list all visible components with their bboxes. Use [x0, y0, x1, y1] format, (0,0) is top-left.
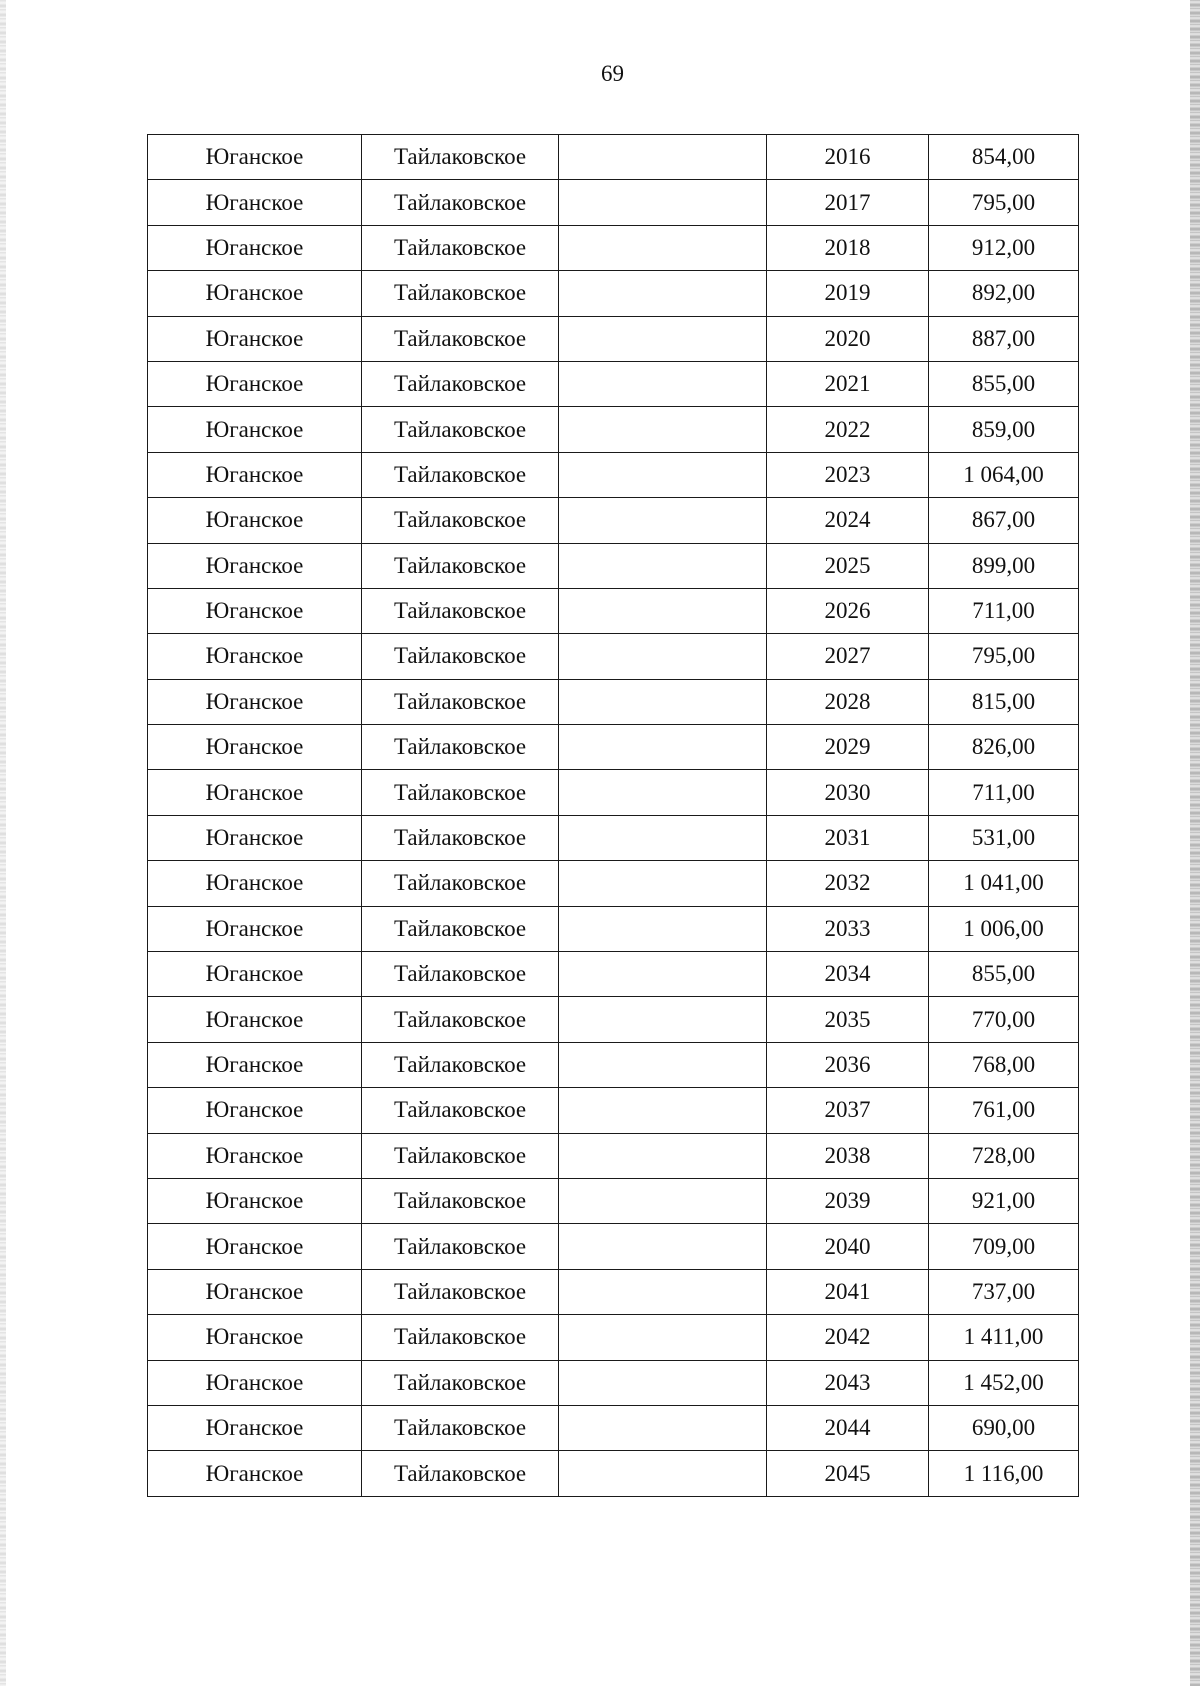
- table-row: [148, 997, 1079, 1042]
- table-row: [148, 1133, 1079, 1178]
- cell-year: 2030: [767, 770, 929, 815]
- table-row: [148, 1269, 1079, 1314]
- table-row: [148, 361, 1079, 406]
- table-row: [148, 1451, 1079, 1496]
- cell-year: 2040: [767, 1224, 929, 1269]
- cell-value: 855,00: [929, 952, 1079, 997]
- cell-area: Тайлаковское: [362, 407, 559, 452]
- table-row: [148, 1042, 1079, 1087]
- table-row: [148, 1178, 1079, 1223]
- cell-year: 2031: [767, 815, 929, 860]
- cell-year: 2026: [767, 588, 929, 633]
- cell-value: 711,00: [929, 770, 1079, 815]
- table-row: [148, 316, 1079, 361]
- table-row: [148, 1088, 1079, 1133]
- cell-year: 2024: [767, 498, 929, 543]
- cell-deposit: Юганское: [148, 361, 362, 406]
- cell-deposit: Юганское: [148, 1315, 362, 1360]
- table-row: [148, 407, 1079, 452]
- cell-year: 2035: [767, 997, 929, 1042]
- cell-value: 737,00: [929, 1269, 1079, 1314]
- cell-note: [559, 1224, 767, 1269]
- cell-area: Тайлаковское: [362, 1224, 559, 1269]
- table-row: [148, 1405, 1079, 1450]
- cell-deposit: Юганское: [148, 1088, 362, 1133]
- cell-area: Тайлаковское: [362, 135, 559, 180]
- cell-value: 795,00: [929, 180, 1079, 225]
- cell-note: [559, 679, 767, 724]
- cell-area: Тайлаковское: [362, 861, 559, 906]
- cell-area: Тайлаковское: [362, 997, 559, 1042]
- cell-area: Тайлаковское: [362, 498, 559, 543]
- cell-year: 2016: [767, 135, 929, 180]
- cell-area: Тайлаковское: [362, 1269, 559, 1314]
- cell-area: Тайлаковское: [362, 952, 559, 997]
- cell-value: 728,00: [929, 1133, 1079, 1178]
- cell-year: 2038: [767, 1133, 929, 1178]
- table-row: [148, 588, 1079, 633]
- cell-area: Тайлаковское: [362, 679, 559, 724]
- cell-value: 1 006,00: [929, 906, 1079, 951]
- cell-deposit: Юганское: [148, 1178, 362, 1223]
- cell-note: [559, 906, 767, 951]
- table-row: [148, 952, 1079, 997]
- cell-deposit: Юганское: [148, 634, 362, 679]
- cell-value: 899,00: [929, 543, 1079, 588]
- cell-area: Тайлаковское: [362, 271, 559, 316]
- cell-area: Тайлаковское: [362, 906, 559, 951]
- cell-note: [559, 1451, 767, 1496]
- cell-area: Тайлаковское: [362, 361, 559, 406]
- cell-deposit: Юганское: [148, 271, 362, 316]
- cell-year: 2037: [767, 1088, 929, 1133]
- cell-value: 1 116,00: [929, 1451, 1079, 1496]
- cell-deposit: Юганское: [148, 770, 362, 815]
- table-row: [148, 679, 1079, 724]
- cell-area: Тайлаковское: [362, 180, 559, 225]
- cell-deposit: Юганское: [148, 180, 362, 225]
- cell-value: 1 411,00: [929, 1315, 1079, 1360]
- cell-note: [559, 1133, 767, 1178]
- cell-note: [559, 498, 767, 543]
- cell-year: 2034: [767, 952, 929, 997]
- cell-year: 2027: [767, 634, 929, 679]
- cell-deposit: Юганское: [148, 815, 362, 860]
- cell-area: Тайлаковское: [362, 588, 559, 633]
- cell-year: 2033: [767, 906, 929, 951]
- cell-value: 892,00: [929, 271, 1079, 316]
- cell-note: [559, 1042, 767, 1087]
- data-table: [147, 134, 1079, 1497]
- cell-note: [559, 452, 767, 497]
- cell-year: 2025: [767, 543, 929, 588]
- cell-note: [559, 997, 767, 1042]
- cell-deposit: Юганское: [148, 952, 362, 997]
- table-row: [148, 906, 1079, 951]
- cell-value: 795,00: [929, 634, 1079, 679]
- table-row: [148, 452, 1079, 497]
- cell-year: 2029: [767, 725, 929, 770]
- cell-note: [559, 725, 767, 770]
- cell-note: [559, 225, 767, 270]
- cell-year: 2032: [767, 861, 929, 906]
- cell-note: [559, 815, 767, 860]
- table-row: [148, 498, 1079, 543]
- cell-note: [559, 316, 767, 361]
- cell-deposit: Юганское: [148, 1360, 362, 1405]
- cell-value: 711,00: [929, 588, 1079, 633]
- cell-area: Тайлаковское: [362, 725, 559, 770]
- table-row: [148, 1360, 1079, 1405]
- table-row: [148, 770, 1079, 815]
- cell-value: 768,00: [929, 1042, 1079, 1087]
- table-row: [148, 725, 1079, 770]
- cell-year: 2019: [767, 271, 929, 316]
- cell-year: 2018: [767, 225, 929, 270]
- cell-deposit: Юганское: [148, 1451, 362, 1496]
- cell-area: Тайлаковское: [362, 1405, 559, 1450]
- cell-area: Тайлаковское: [362, 452, 559, 497]
- cell-year: 2020: [767, 316, 929, 361]
- cell-deposit: Юганское: [148, 543, 362, 588]
- cell-deposit: Юганское: [148, 997, 362, 1042]
- cell-note: [559, 588, 767, 633]
- cell-note: [559, 861, 767, 906]
- cell-year: 2021: [767, 361, 929, 406]
- cell-area: Тайлаковское: [362, 225, 559, 270]
- cell-value: 921,00: [929, 1178, 1079, 1223]
- cell-year: 2017: [767, 180, 929, 225]
- cell-year: 2039: [767, 1178, 929, 1223]
- cell-area: Тайлаковское: [362, 1315, 559, 1360]
- cell-value: 1 452,00: [929, 1360, 1079, 1405]
- cell-deposit: Юганское: [148, 679, 362, 724]
- cell-area: Тайлаковское: [362, 634, 559, 679]
- cell-note: [559, 634, 767, 679]
- cell-deposit: Юганское: [148, 135, 362, 180]
- cell-value: 1 064,00: [929, 452, 1079, 497]
- cell-deposit: Юганское: [148, 1224, 362, 1269]
- cell-note: [559, 770, 767, 815]
- table-row: [148, 1315, 1079, 1360]
- cell-year: 2043: [767, 1360, 929, 1405]
- cell-value: 826,00: [929, 725, 1079, 770]
- cell-value: 815,00: [929, 679, 1079, 724]
- cell-area: Тайлаковское: [362, 770, 559, 815]
- cell-deposit: Юганское: [148, 1042, 362, 1087]
- cell-area: Тайлаковское: [362, 1042, 559, 1087]
- cell-year: 2023: [767, 452, 929, 497]
- cell-value: 761,00: [929, 1088, 1079, 1133]
- cell-note: [559, 1178, 767, 1223]
- cell-note: [559, 1405, 767, 1450]
- table-row: [148, 634, 1079, 679]
- cell-deposit: Юганское: [148, 1269, 362, 1314]
- cell-value: 1 041,00: [929, 861, 1079, 906]
- cell-deposit: Юганское: [148, 588, 362, 633]
- table-row: [148, 543, 1079, 588]
- cell-deposit: Юганское: [148, 225, 362, 270]
- cell-note: [559, 361, 767, 406]
- cell-note: [559, 1360, 767, 1405]
- cell-note: [559, 180, 767, 225]
- scan-edge-right: [1190, 0, 1200, 1686]
- cell-area: Тайлаковское: [362, 815, 559, 860]
- cell-deposit: Юганское: [148, 498, 362, 543]
- cell-area: Тайлаковское: [362, 316, 559, 361]
- cell-deposit: Юганское: [148, 452, 362, 497]
- cell-value: 854,00: [929, 135, 1079, 180]
- cell-value: 859,00: [929, 407, 1079, 452]
- cell-deposit: Юганское: [148, 906, 362, 951]
- cell-note: [559, 135, 767, 180]
- cell-value: 855,00: [929, 361, 1079, 406]
- table-row: [148, 180, 1079, 225]
- cell-deposit: Юганское: [148, 407, 362, 452]
- cell-note: [559, 543, 767, 588]
- cell-year: 2042: [767, 1315, 929, 1360]
- table-row: [148, 135, 1079, 180]
- cell-value: 912,00: [929, 225, 1079, 270]
- cell-year: 2044: [767, 1405, 929, 1450]
- cell-note: [559, 952, 767, 997]
- cell-note: [559, 1315, 767, 1360]
- cell-note: [559, 1088, 767, 1133]
- scan-edge-left: [0, 0, 6, 1686]
- cell-note: [559, 407, 767, 452]
- cell-year: 2045: [767, 1451, 929, 1496]
- cell-note: [559, 1269, 767, 1314]
- cell-value: 887,00: [929, 316, 1079, 361]
- page-number: 69: [601, 61, 624, 86]
- cell-year: 2022: [767, 407, 929, 452]
- cell-year: 2036: [767, 1042, 929, 1087]
- cell-value: 690,00: [929, 1405, 1079, 1450]
- cell-deposit: Юганское: [148, 1133, 362, 1178]
- cell-value: 531,00: [929, 815, 1079, 860]
- cell-area: Тайлаковское: [362, 1088, 559, 1133]
- table-row: [148, 861, 1079, 906]
- table-row: [148, 815, 1079, 860]
- cell-value: 867,00: [929, 498, 1079, 543]
- cell-deposit: Юганское: [148, 1405, 362, 1450]
- table-row: [148, 1224, 1079, 1269]
- cell-area: Тайлаковское: [362, 1133, 559, 1178]
- cell-deposit: Юганское: [148, 725, 362, 770]
- cell-deposit: Юганское: [148, 316, 362, 361]
- cell-value: 770,00: [929, 997, 1079, 1042]
- cell-deposit: Юганское: [148, 861, 362, 906]
- cell-note: [559, 271, 767, 316]
- cell-year: 2041: [767, 1269, 929, 1314]
- cell-year: 2028: [767, 679, 929, 724]
- cell-area: Тайлаковское: [362, 1451, 559, 1496]
- cell-area: Тайлаковское: [362, 1360, 559, 1405]
- cell-area: Тайлаковское: [362, 543, 559, 588]
- cell-value: 709,00: [929, 1224, 1079, 1269]
- table-row: [148, 225, 1079, 270]
- table-row: [148, 271, 1079, 316]
- cell-area: Тайлаковское: [362, 1178, 559, 1223]
- table-body: [148, 135, 1079, 1497]
